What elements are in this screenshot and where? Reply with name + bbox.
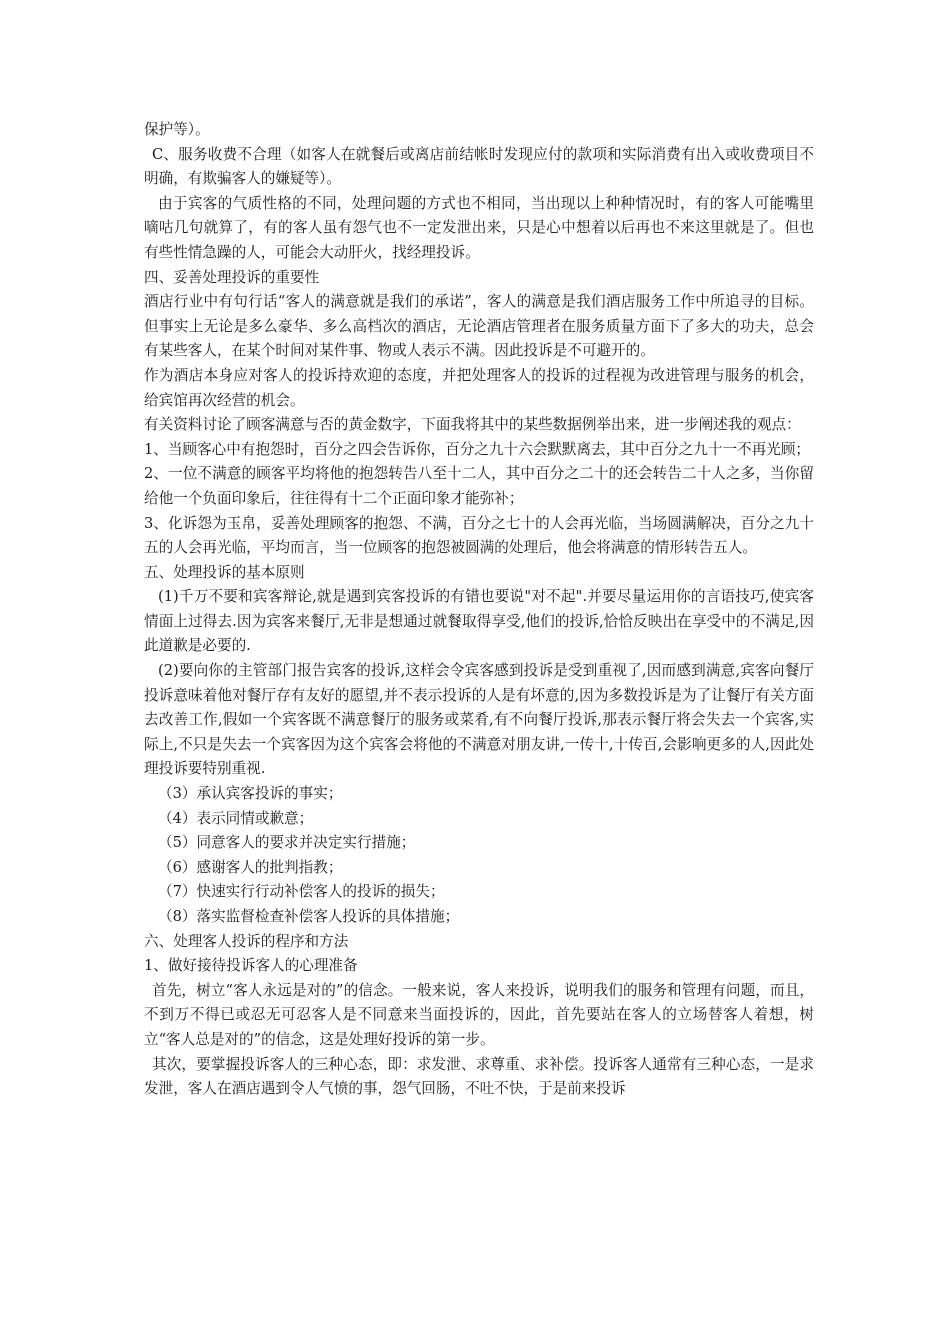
paragraph: 酒店行业中有句行话“客人的满意就是我们的承诺”，客人的满意是我们酒店服务工作中所追寻的目标。但事实上无论是多么豪华、多么高档次的酒店，无论酒店管理者在服务质量方面下了多大的功夫，总会有某些客人，在某个时间对某件事、物或人表示不满。因此投诉是不可避开的。 [144,293,814,360]
section-heading: 六、处理客人投诉的程序和方法 [144,932,349,950]
list-item: （3）承认宾客投诉的事实； [158,785,343,803]
paragraph: C、服务收费不合理（如客人在就餐后或离店前结帐时发现应付的款项和实际消费有出入或收费项目不明确，有欺骗客人的嫌疑等）。 [144,145,814,188]
list-item: （5）同意客人的要求并决定实行措施； [158,834,416,852]
paragraph: 其次，要掌握投诉客人的三种心态，即：求发泄、求尊重、求补偿。投诉客人通常有三种心态，一是求发泄，客人在酒店遇到令人气愤的事，怨气回肠，不吐不快，于是前来投诉 [144,1055,814,1098]
paragraph: (1)千万不要和宾客辩论,就是遇到宾客投诉的有错也要说"对不起".并要尽量运用你的言语技巧,使宾客情面上过得去.因为宾客来餐厅,无非是想通过就餐取得享受,他们的投诉,恰恰反映出在享受中的不满足,因此道歉是必要的. [144,588,814,655]
list-item: （7）快速实行行动补偿客人的投诉的损失； [158,883,445,901]
subsection-heading: 1、做好接待投诉客人的心理准备 [144,957,358,975]
paragraph: 有关资料讨论了顾客满意与否的黄金数字，下面我将其中的某些数据例举出来，进一步阐述我的观点： [144,416,801,434]
list-item: 3、化诉怨为玉帛，妥善处理顾客的抱怨、不满，百分之七十的人会再光临，当场圆满解决，百分之九十五的人会再光临，平均而言，当一位顾客的抱怨被圆满的处理后，他会将满意的情形转告五人。 [144,514,814,557]
list-item: （8）落实监督检查补偿客人投诉的具体措施； [158,908,460,925]
section-heading: 五、处理投诉的基本原则 [144,563,305,581]
list-item: （4）表示同情或歉意； [158,809,314,827]
paragraph: 由于宾客的气质性格的不同，处理问题的方式也不相同，当出现以上种种情况时，有的客人可能嘴里嘀咕几句就算了，有的客人虽有怨气也不一定发泄出来，只是心中想着以后再也不来这里就是了。但也有些性情急躁的人，可能会大动肝火，找经理投诉。 [144,194,814,261]
paragraph: 作为酒店本身应对客人的投诉持欢迎的态度，并把处理客人的投诉的过程视为改进管理与服务的机会，给宾馆再次经营的机会。 [144,366,814,409]
document-page [144,118,814,1102]
paragraph: (2)要向你的主管部门报告宾客的投诉,这样会令宾客感到投诉是受到重视了,因而感到满意,宾客向餐厅投诉意味着他对餐厅存有友好的愿望,并不表示投诉的人是有坏意的,因为多数投诉是为了让餐厅有关方面去改善工作,假如一个宾客既不满意餐厅的服务或菜肴,有不向餐厅投诉,那表示餐厅将会失去一个宾客,实际上,不只是失去一个宾客因为这个宾客会将他的不满意对朋友讲,一传十,十传百,会影响更多的人,因此处理投诉要特别重视. [144,662,814,778]
section-heading: 四、妥善处理投诉的重要性 [144,268,320,286]
list-item: 1、当顾客心中有抱怨时，百分之四会告诉你，百分之九十六会默默离去，其中百分之九十一不再光顾； [144,440,811,458]
paragraph: 首先，树立“客人永远是对的”的信念。一般来说，客人来投诉，说明我们的服务和管理有问题，而且，不到万不得已或忍无可忍客人是不同意来当面投诉的，因此，首先要站在客人的立场替客人着想，树立“客人总是对的”的信念，这是处理好投诉的第一步。 [144,981,814,1048]
list-item: 2、一位不满意的顾客平均将他的抱怨转告八至十二人，其中百分之二十的还会转告二十人之多，当你留给他一个负面印象后，往往得有十二个正面印象才能弥补； [144,465,814,507]
paragraph: 保护等）。 [144,121,210,138]
list-item: （6）感谢客人的批判指教； [158,858,343,876]
